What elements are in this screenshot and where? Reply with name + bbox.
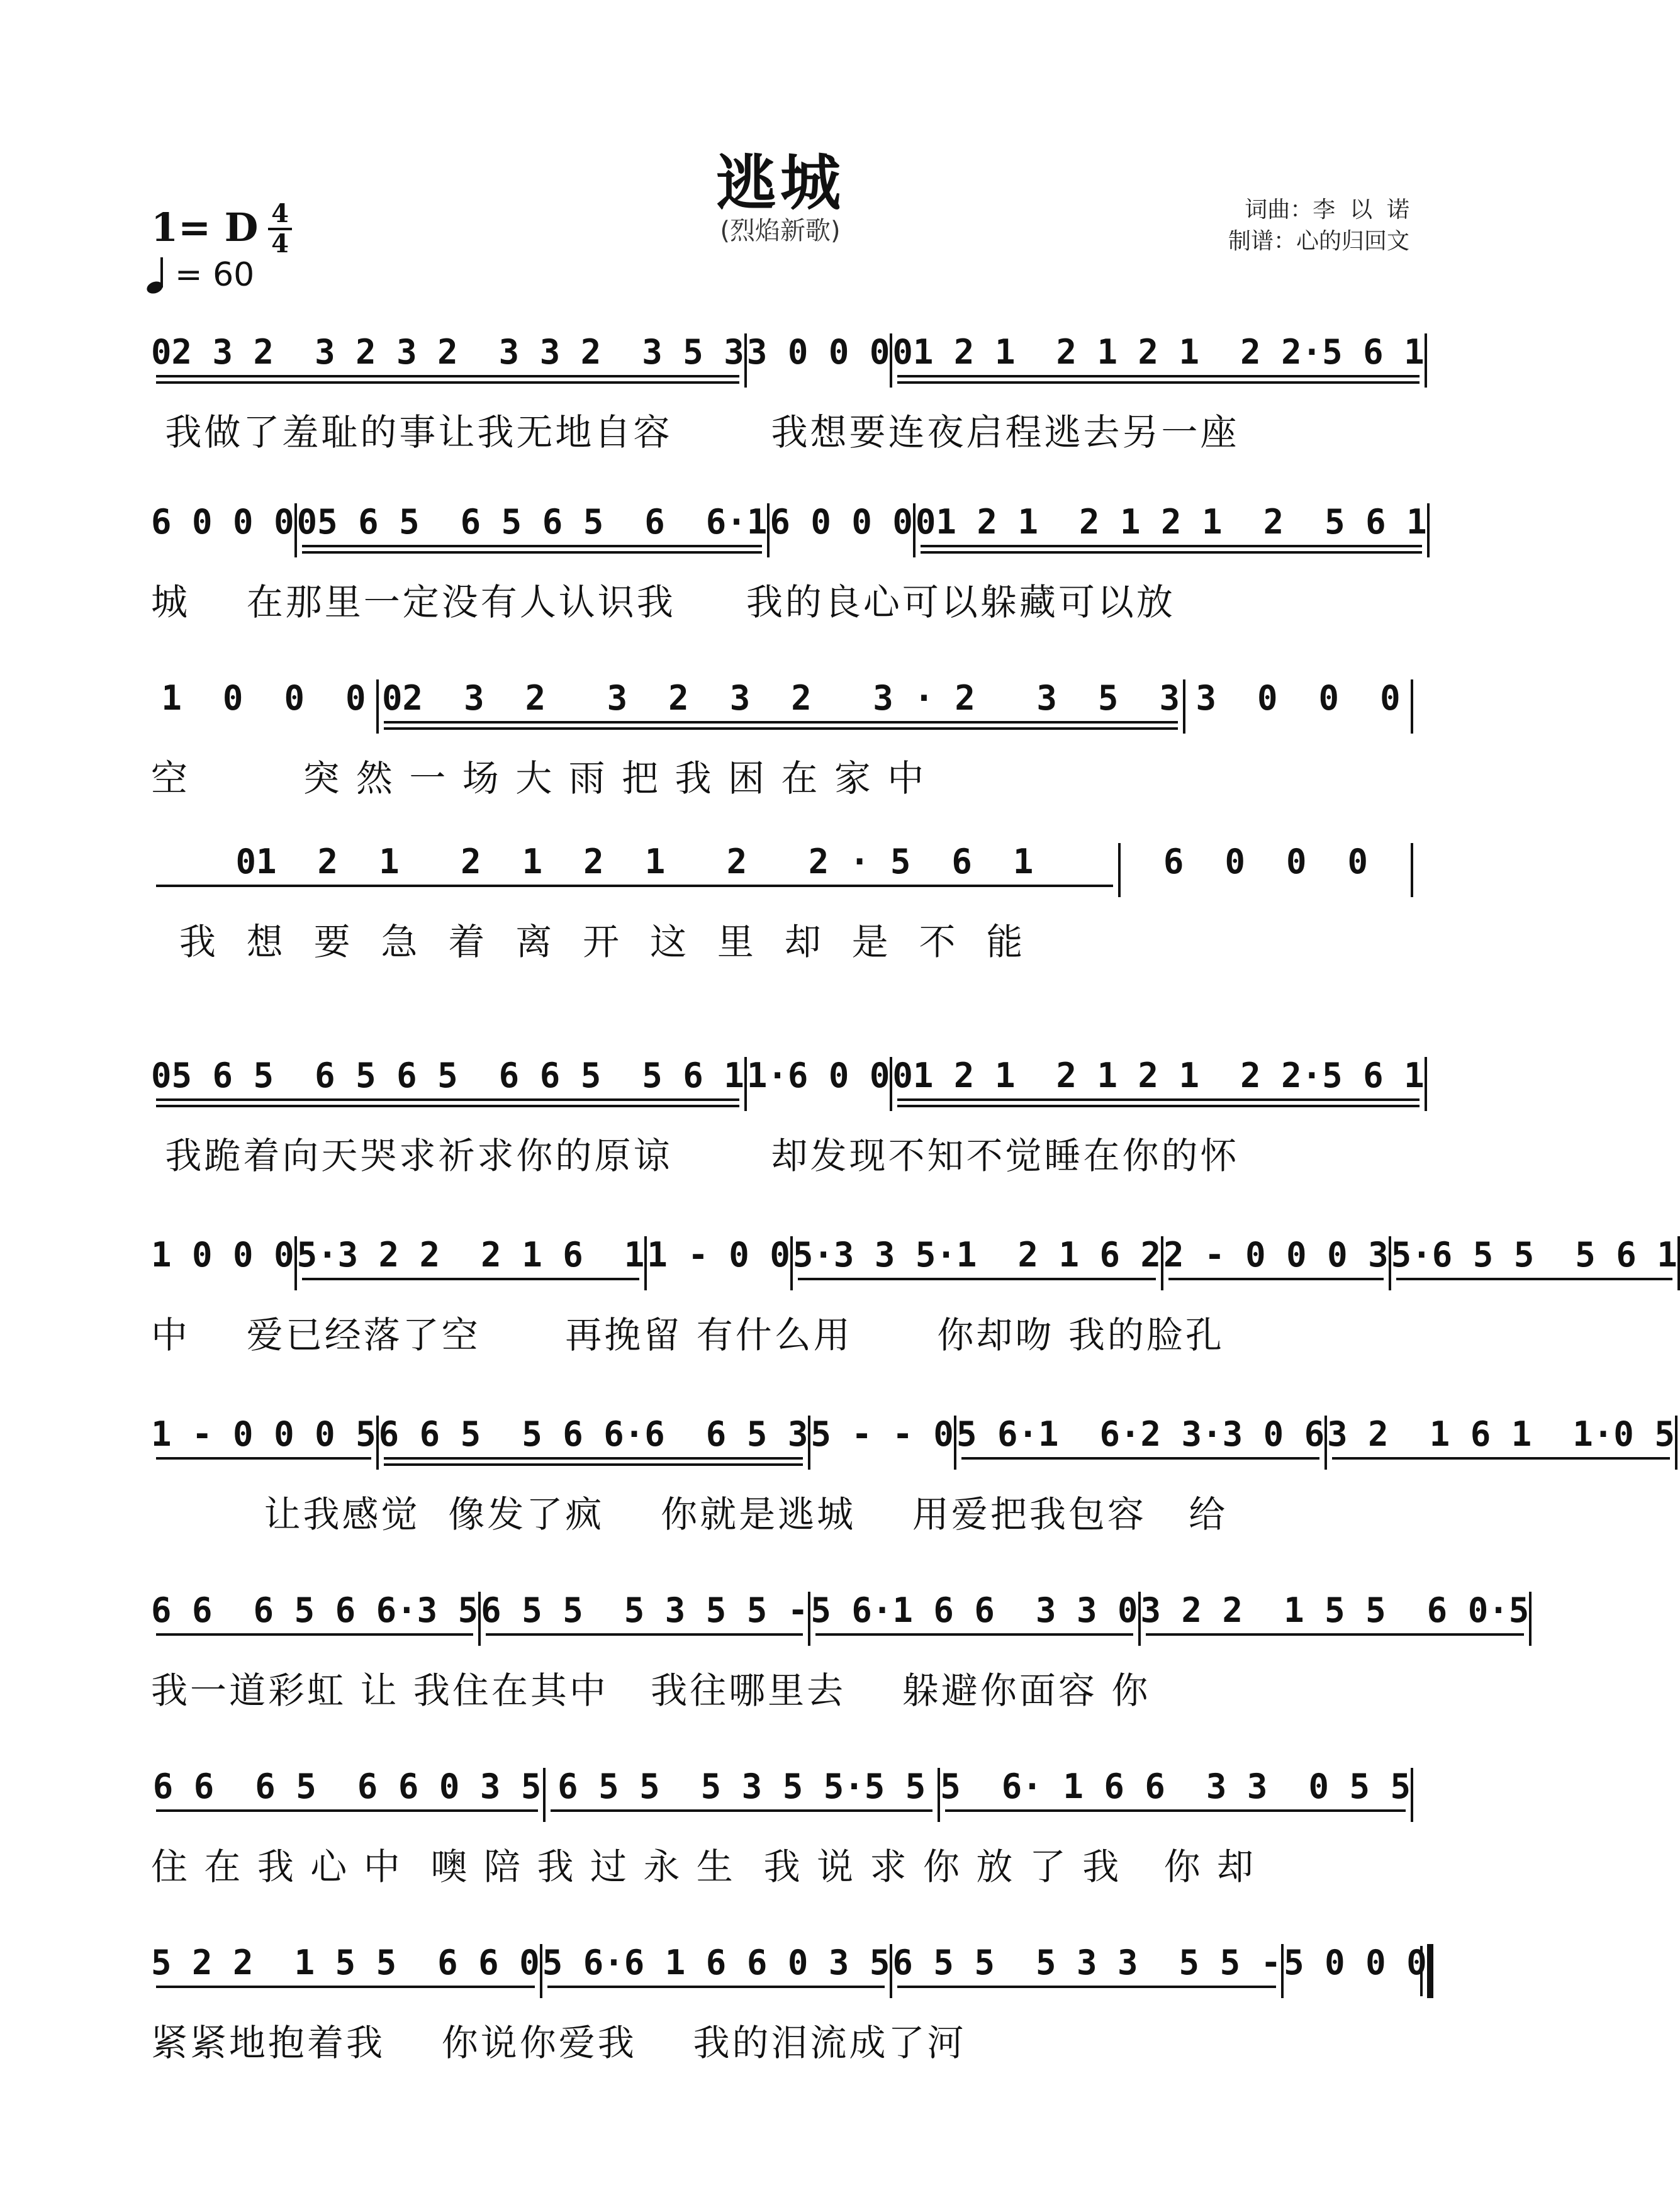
tempo-value: = 60 bbox=[175, 256, 255, 294]
quarter-note-icon bbox=[146, 255, 169, 295]
key-signature: 1= D bbox=[151, 204, 259, 250]
measure: 5 6·1 6·2 3·3 0 6 bbox=[956, 1416, 1324, 1460]
notes-line bbox=[151, 843, 1413, 900]
measure: 5 0 0 0 bbox=[1284, 1943, 1427, 1982]
time-signature-top: 4 bbox=[271, 199, 289, 228]
measure: 1 - 0 0 0 5 bbox=[151, 1416, 376, 1460]
measure: 3 2 2 1 5 5 6 0·5 bbox=[1141, 1592, 1530, 1636]
barline bbox=[1427, 503, 1430, 557]
lyrics-line: 让我感觉 像发了疯 你就是逃城 用爱把我包容 给 bbox=[151, 1493, 1228, 1536]
measure: 01 2 1 2 1 2 1 2 5 6 1 bbox=[916, 503, 1427, 554]
score-line-5 bbox=[151, 1056, 1425, 1177]
tempo-marking bbox=[146, 255, 254, 295]
score-line-1 bbox=[151, 332, 1425, 454]
barline bbox=[1425, 1057, 1427, 1111]
notes-line bbox=[151, 1235, 1677, 1293]
barline bbox=[1675, 1416, 1677, 1470]
measure: 3 0 0 0 bbox=[746, 332, 890, 372]
song-title: 逃城 bbox=[716, 148, 844, 218]
measure: 5·6 5 5 5 6 1 bbox=[1391, 1236, 1677, 1280]
barline bbox=[1411, 843, 1413, 897]
measure: 6 0 0 0 bbox=[1163, 842, 1369, 881]
barline bbox=[1411, 1768, 1413, 1822]
measure: 5 6· 1 6 6 3 3 0 5 5 bbox=[940, 1768, 1411, 1812]
measure: 5 6·6 1 6 6 0 3 5 bbox=[542, 1944, 890, 1988]
score-line-10 bbox=[151, 1943, 1427, 2064]
measure: 1 0 0 0 bbox=[161, 678, 366, 718]
measure: 1 0 0 0 bbox=[151, 1235, 294, 1275]
measure: 02 3 2 3 2 3 2 3 3 2 3 5 3 bbox=[151, 333, 744, 384]
notes-line bbox=[151, 679, 1413, 736]
measure: 6 0 0 0 bbox=[770, 502, 913, 542]
measure: 6 6 6 5 6 6 0 3 5 bbox=[151, 1768, 543, 1812]
measure: 5·3 3 5·1 2 1 6 2 bbox=[793, 1236, 1161, 1280]
score-line-3 bbox=[151, 678, 1413, 800]
notes-line bbox=[151, 1414, 1675, 1472]
notes-line bbox=[151, 1056, 1425, 1114]
credit-lyrics-music: 词曲：李 以 诺 bbox=[1245, 197, 1409, 223]
measure: 6 0 0 0 bbox=[151, 502, 294, 542]
lyrics-line: 城 在那里一定没有人认识我 我的良心可以躲藏可以放 bbox=[151, 581, 1175, 623]
measure: 6 5 5 5 3 3 5 5 - bbox=[892, 1944, 1281, 1988]
notes-line bbox=[151, 502, 1427, 560]
lyrics-line: 紧紧地抱着我 你说你爱我 我的泪流成了河 bbox=[151, 2021, 966, 2064]
measure: 5·3 2 2 2 1 6 1 bbox=[297, 1236, 645, 1280]
score-line-6 bbox=[151, 1235, 1677, 1356]
measure: 6 5 5 5 3 5 5 - bbox=[481, 1592, 808, 1636]
score-line-7 bbox=[151, 1414, 1675, 1536]
measure: 01 2 1 2 1 2 1 2 2·5 6 1 bbox=[892, 1057, 1424, 1107]
measure: 05 6 5 6 5 6 5 6 6·1 bbox=[297, 503, 768, 554]
lyrics-line: 我 想 要 急 着 离 开 这 里 却 是 不 能 bbox=[151, 920, 1026, 963]
measure: 5 - - 0 bbox=[810, 1414, 954, 1454]
barline bbox=[1411, 679, 1413, 734]
measure: 6 6 6 5 6 6·3 5 bbox=[151, 1592, 478, 1636]
measure: 2 - 0 0 0 3 bbox=[1163, 1236, 1389, 1280]
measure: 6 6 5 5 6 6·6 6 5 3 bbox=[379, 1416, 809, 1466]
measure: 01 2 1 2 1 2 1 2 2·5 6 1 bbox=[892, 333, 1424, 384]
measure: 6 5 5 5 3 5 5·5 5 bbox=[546, 1768, 938, 1812]
time-signature bbox=[264, 200, 296, 258]
time-signature-bottom: 4 bbox=[271, 229, 289, 259]
credit-transcriber: 制谱：心的归回文 bbox=[1228, 228, 1409, 254]
measure: 5 2 2 1 5 5 6 6 0 bbox=[151, 1944, 540, 1988]
song-subtitle: (烈焰新歌) bbox=[720, 216, 841, 245]
score-line-4 bbox=[151, 842, 1413, 963]
measure: 5 6·1 6 6 3 3 0 bbox=[810, 1592, 1138, 1636]
notes-line bbox=[151, 1943, 1427, 2001]
score-line-2 bbox=[151, 502, 1427, 623]
measure: 1 - 0 0 bbox=[647, 1235, 790, 1275]
notes-line bbox=[151, 1768, 1413, 1824]
notes-line bbox=[151, 1590, 1530, 1648]
score-line-9 bbox=[151, 1767, 1413, 1888]
lyrics-line: 住 在 我 心 中 噢 陪 我 过 永 生 我 说 求 你 放 了 我 你 却 bbox=[151, 1845, 1257, 1888]
lyrics-line: 空 突 然 一 场 大 雨 把 我 困 在 家 中 bbox=[151, 757, 927, 800]
measure: 1·6 0 0 bbox=[746, 1056, 890, 1095]
measure: 3 2 1 6 1 1·0 5 bbox=[1327, 1416, 1675, 1460]
measure: 05 6 5 6 5 6 5 6 6 5 5 6 1 bbox=[151, 1057, 744, 1107]
measure: 3 0 0 0 bbox=[1196, 678, 1401, 718]
barline bbox=[1677, 1236, 1680, 1290]
lyrics-line: 我一道彩虹 让 我住在其中 我往哪里去 躲避你面容 你 bbox=[151, 1669, 1151, 1712]
measure: 01 2 1 2 1 2 1 2 2 · 5 6 1 bbox=[151, 843, 1118, 887]
measure: 02 3 2 3 2 3 2 3 · 2 3 5 3 bbox=[379, 679, 1183, 730]
lyrics-line: 我做了羞耻的事让我无地自容 我想要连夜启程逃去另一座 bbox=[151, 411, 1240, 454]
lyrics-line: 我跪着向天哭求祈求你的原谅 却发现不知不觉睡在你的怀 bbox=[151, 1134, 1240, 1177]
barline bbox=[1425, 333, 1427, 388]
barline bbox=[1529, 1592, 1532, 1646]
notes-line bbox=[151, 332, 1425, 390]
final-barline bbox=[1427, 1944, 1433, 1998]
lyrics-line: 中 爱已经落了空 再挽留 有什么用 你却吻 我的脸孔 bbox=[151, 1314, 1224, 1356]
score-line-8 bbox=[151, 1590, 1530, 1712]
